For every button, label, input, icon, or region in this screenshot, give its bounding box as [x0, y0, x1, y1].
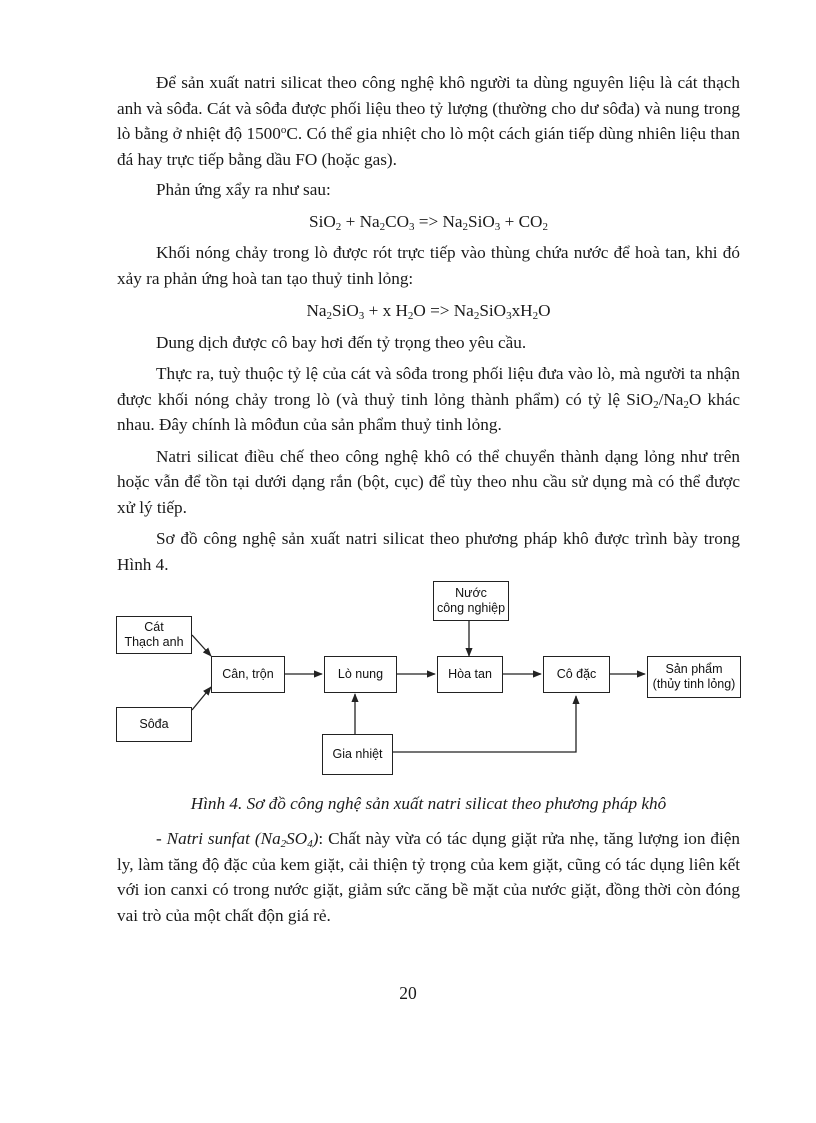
eq-term: => Na	[414, 211, 463, 231]
paragraph-text: /Na	[658, 389, 684, 409]
eq-subscript: 3	[494, 220, 501, 233]
eq-term: O	[538, 301, 551, 320]
paragraph-text: Thực ra, tuỳ thuộc tỷ lệ của cát và sôđa trong phối liệu đưa vào lò, mà người ta nhận được khối nóng chảy trong lò (và thuỷ tinh lỏng thành phẩm) có tỷ lệ SiO	[117, 364, 740, 409]
eq-term: + x H	[364, 301, 408, 320]
eq-term: O => Na	[413, 301, 474, 320]
box-label	[653, 662, 736, 692]
box-label: Sôđa	[139, 717, 169, 731]
box-label	[437, 586, 505, 616]
eq-term: + Na	[341, 211, 380, 231]
box-lo-nung	[324, 656, 397, 693]
box-cat-thach-anh	[116, 616, 192, 654]
eq-subscript: 3	[358, 310, 365, 322]
eq-term: xH	[511, 301, 533, 320]
box-label: Cân, trộn	[222, 667, 274, 681]
eq-term: + CO	[500, 211, 543, 231]
box-label: Cô đặc	[556, 667, 597, 681]
box-label: Lò nung	[337, 667, 384, 681]
eq-term: SiO	[468, 211, 495, 231]
page-number: 20	[399, 983, 417, 1003]
eq-subscript: 2	[326, 310, 333, 322]
label-line: Cát	[144, 620, 164, 634]
paragraph-evaporation: Dung dịch được cô bay hơi đến tỷ trọng theo yêu cầu.	[156, 332, 527, 352]
box-nuoc-cong-nghiep	[433, 581, 509, 621]
eq-term: CO	[385, 211, 409, 231]
paragraph-sodium-sulfate	[117, 826, 740, 928]
eq-subscript: 2	[542, 220, 548, 233]
eq-term: Na	[306, 301, 327, 320]
eq-subscript: 2	[407, 310, 414, 322]
arrow-cat-to-cantron	[192, 635, 211, 656]
equation-melting	[117, 209, 740, 235]
paragraph-text: C. Có thể gia nhiệt cho lò một cách gián tiếp dùng nhiên liệu than đá hay trực tiếp bằng dầu FO (hoặc gas).	[117, 124, 740, 169]
eq-term: SiO	[332, 301, 359, 320]
label-line: công nghiệp	[436, 601, 506, 615]
eq-subscript: 2	[379, 220, 386, 233]
label-line: Sản phẩm	[665, 662, 723, 676]
box-co-dac	[543, 656, 610, 693]
paragraph-modulus	[117, 361, 740, 438]
box-can-tron	[211, 656, 285, 693]
box-hoa-tan	[437, 656, 503, 693]
eq-subscript: 2	[532, 310, 539, 322]
paragraph-figure-ref: Sơ đồ công nghệ sản xuất natri silicat theo phương pháp khô được trình bày trong Hình 4.	[117, 529, 740, 574]
paragraph-dry-process	[117, 70, 740, 172]
eq-subscript: 2	[473, 310, 480, 322]
paragraph-text: : Chất này vừa có tác dụng giặt rửa nhẹ, tăng lượng ion điện ly, làm tăng độ đặc của kem giặt, cải thiện tỷ trọng của kem giặt, cũng có tác dụng liên kết với ion canxi có trong nước giặt, giảm sức căng bề mặt của nước giặt, đồng thời còn đóng vai trò của một chất độn giá rẻ.	[117, 829, 740, 925]
figure-caption: Hình 4. Sơ đồ công nghệ sản xuất natri silicat theo phương pháp khô	[190, 794, 667, 813]
paragraph-text: O khác nhau. Đây chính là môđun của sản phẩm thuỷ tinh lỏng.	[117, 389, 740, 434]
subscript: 2	[280, 838, 287, 850]
box-label	[124, 620, 183, 650]
arrow-soda-to-cantron	[192, 687, 211, 710]
eq-subscript: 2	[462, 220, 469, 233]
subscript: 4	[307, 838, 313, 850]
box-san-pham	[647, 656, 741, 698]
label-line: Nước	[455, 586, 487, 600]
italic-text: SO	[286, 829, 308, 848]
paragraph-dissolution: Khối nóng chảy trong lò được rót trực tiếp vào thùng chứa nước để hoà tan, khi đó xảy ra phản ứng hoà tan tạo thuỷ tinh lỏng:	[117, 243, 740, 288]
subscript: 2	[653, 398, 659, 411]
paragraph-product-form: Natri silicat điều chế theo công nghệ khô có thể chuyển thành dạng lỏng như trên hoặc vẫn để tồn tại dưới dạng rắn (bột, cục) để tùy theo nhu cầu sử dụng mà có thể được xử lý tiếp.	[117, 446, 740, 517]
text-block-bottom	[117, 826, 740, 928]
italic-text: )	[312, 829, 319, 848]
paragraph-reaction-intro: Phản ứng xẩy ra như sau:	[156, 180, 331, 199]
eq-subscript: 3	[506, 310, 512, 322]
box-gia-nhiet	[322, 734, 393, 775]
equation-dissolution	[117, 298, 740, 324]
eq-term: SiO	[309, 211, 336, 231]
label-line: (thủy tinh lỏng)	[652, 677, 736, 691]
paragraph-text: Để sản xuất natri silicat theo công nghệ khô người ta dùng nguyên liệu là cát thạch anh và sôđa. Cát và sôđa được phối liệu theo tỷ lượng (thường cho dư sôđa) và nung trong lò bằng ở nhiệt độ 1500	[117, 73, 740, 143]
italic-term	[156, 829, 318, 848]
box-soda	[116, 707, 192, 742]
eq-subscript: 3	[409, 220, 415, 233]
box-label: Gia nhiệt	[332, 747, 383, 761]
label-line: Thạch anh	[124, 635, 184, 649]
box-label: Hòa tan	[448, 667, 492, 681]
eq-term: SiO	[479, 301, 507, 320]
subscript: 2	[683, 398, 689, 411]
italic-text: - Natri sunfat (Na	[156, 829, 281, 848]
arrow-gianhiet-to-codac	[393, 696, 576, 752]
text-block-top	[117, 70, 740, 577]
eq-subscript: 2	[335, 220, 342, 233]
process-flow-diagram	[110, 572, 750, 787]
degree-superscript: o	[280, 124, 287, 136]
